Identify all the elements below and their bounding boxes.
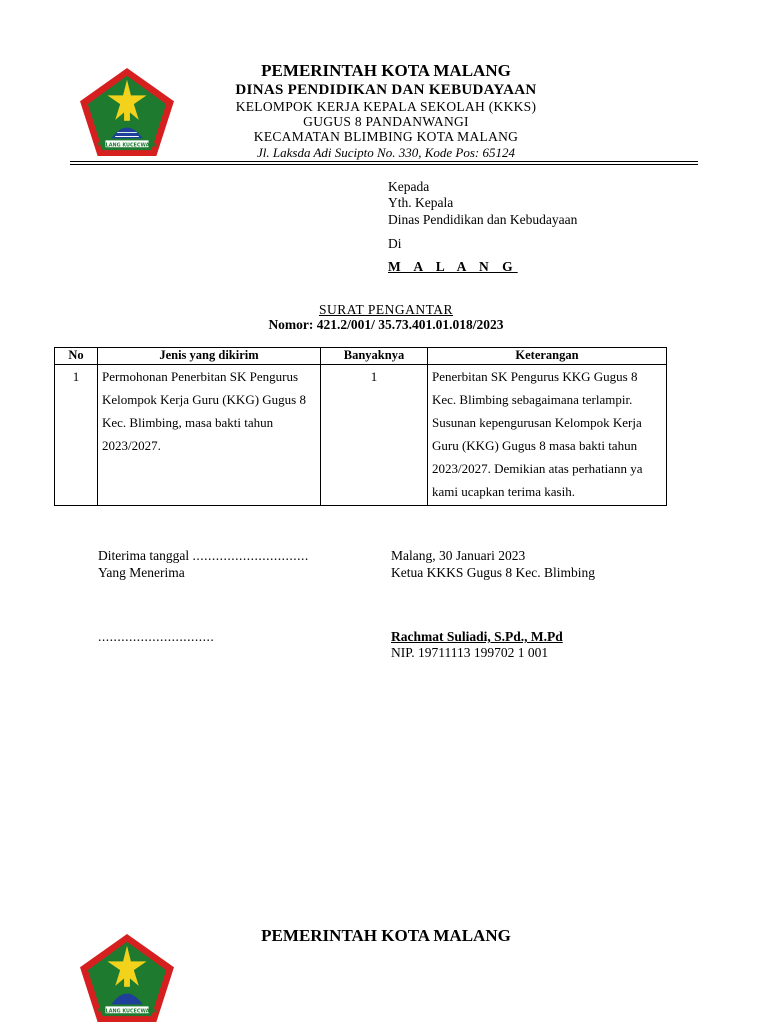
col-header-no: No [55, 348, 98, 365]
received-date-blank: .............................. [192, 548, 309, 563]
col-header-banyak: Banyaknya [321, 348, 428, 365]
header-rule-double [70, 164, 698, 165]
recipient-at: Di [388, 236, 402, 251]
recipient-city: M A L A N G [388, 259, 518, 274]
recipient-title: Yth. Kepala [388, 195, 454, 210]
svg-text:MALANG KUCECWARA: MALANG KUCECWARA [97, 1008, 157, 1015]
signer-nip: NIP. 19711113 199702 1 001 [391, 645, 549, 660]
received-date-line [98, 547, 309, 564]
place-date: Malang, 30 Januari 2023 [391, 548, 526, 563]
cell-jenis: Permohonan Penerbitan SK Pengurus Kelompok Kerja Guru (KKG) Gugus 8 Kec. Blimbing, masa bakti tahun 2023/2027. [98, 365, 321, 506]
table-row [55, 365, 667, 506]
items-table [54, 347, 667, 506]
recipient-to: Kepada [388, 179, 430, 194]
header-government: PEMERINTAH KOTA MALANG [261, 61, 511, 80]
city-emblem-logo [78, 66, 176, 158]
col-header-keterangan: Keterangan [428, 348, 667, 365]
signer-position: Ketua KKKS Gugus 8 Kec. Blimbing [391, 565, 595, 580]
city-emblem-logo-page2 [78, 932, 176, 1024]
letter-heading: SURAT PENGANTAR [318, 302, 454, 317]
header-district: KECAMATAN BLIMBING KOTA MALANG [253, 129, 519, 144]
page2-header-government: PEMERINTAH KOTA MALANG [261, 926, 511, 945]
cell-banyak: 1 [321, 365, 428, 506]
receiver-label: Yang Menerima [98, 565, 185, 580]
signer-name: Rachmat Suliadi, S.Pd., M.Pd [391, 629, 563, 644]
received-date-label: Diterima tanggal [98, 548, 190, 563]
recipient-office: Dinas Pendidikan dan Kebudayaan [388, 212, 578, 227]
letter-number: Nomor: 421.2/001/ 35.73.401.01.018/2023 [268, 317, 504, 332]
header-cluster: GUGUS 8 PANDANWANGI [303, 114, 469, 129]
svg-text:MALANG KUCECWARA: MALANG KUCECWARA [97, 142, 157, 149]
table-header-row [55, 348, 667, 365]
header-address: Jl. Laksda Adi Sucipto No. 330, Kode Pos: 65124 [257, 145, 515, 160]
header-rule [70, 161, 698, 162]
header-department: DINAS PENDIDIKAN DAN KEBUDAYAAN [235, 82, 537, 98]
header-organization: KELOMPOK KERJA KEPALA SEKOLAH (KKKS) [235, 99, 537, 114]
col-header-jenis: Jenis yang dikirim [98, 348, 321, 365]
cell-no: 1 [55, 365, 98, 506]
cell-keterangan: Penerbitan SK Pengurus KKG Gugus 8 Kec. Blimbing sebagaimana terlampir. Susunan kepengurusan Kelompok Kerja Guru (KKG) Gugus 8 masa bakti tahun 2023/2027. Demikian atas perhatiann ya kami ucapkan terima kasih. [428, 365, 667, 506]
receiver-signature-blank: .............................. [98, 629, 215, 644]
